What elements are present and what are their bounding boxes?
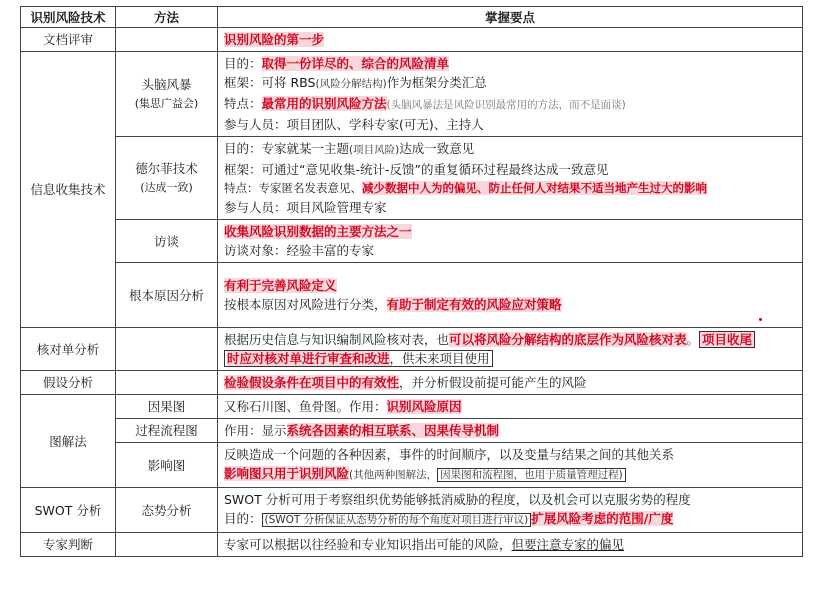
text: 又称石川图、鱼骨图。作用： xyxy=(224,399,387,414)
red-dot-mark xyxy=(759,318,762,321)
text: 目的： xyxy=(224,511,262,526)
small-text: (其他两种图解法， xyxy=(349,469,438,481)
table-row xyxy=(21,419,803,443)
key-points-cell xyxy=(218,52,803,137)
key-points-cell xyxy=(218,371,803,395)
text: 目的：专家就某一主题 xyxy=(224,141,350,156)
table-row xyxy=(21,263,803,328)
highlight-text: 收集风险识别数据的主要方法之一 xyxy=(224,224,412,239)
text: RBS xyxy=(290,75,316,90)
risk-identification-table xyxy=(20,6,803,557)
text: 作用：显示 xyxy=(224,423,287,438)
text: 特点： xyxy=(224,96,262,111)
point-line: SWOT 分析可用于考察组织优势能够抵消威胁的程度，以及机会可以克服劣势的程度 xyxy=(224,492,691,507)
highlight-text: 取得一份详尽的、综合的风险清单 xyxy=(261,56,450,71)
highlight-text: 影响图只用于识别风险 xyxy=(224,466,350,481)
highlight-text: 减少数据中人为的偏见、防止任何人对结果不适当地产生过大的影响 xyxy=(362,181,707,195)
point-line xyxy=(224,222,796,241)
table-row xyxy=(21,137,803,220)
text: 按根本原因对风险进行分类， xyxy=(224,297,387,312)
method-cell xyxy=(116,371,218,395)
method-cell xyxy=(116,137,218,220)
text: ，并分析假设前提可能产生的风险 xyxy=(399,375,587,390)
method-cell: 态势分析 xyxy=(116,488,218,533)
technique-cell: 信息收集技术 xyxy=(21,52,116,328)
method-cell xyxy=(116,28,218,52)
method-cell xyxy=(116,328,218,371)
highlight-text: 时应对核对单进行审查和改进 xyxy=(227,351,390,366)
point-line xyxy=(224,179,796,198)
key-points-cell xyxy=(218,533,803,557)
technique-cell: SWOT 分析 xyxy=(21,488,116,533)
key-points-cell xyxy=(218,263,803,328)
table-row xyxy=(21,371,803,395)
underlined-text: 但要注意专家的偏见 xyxy=(511,537,625,552)
key-points-cell xyxy=(218,328,803,371)
highlight-text: 项目收尾 xyxy=(699,331,755,348)
text: ，供未来项目使用 xyxy=(389,351,490,366)
text: 专家可以根据以往经验和专业知识指出可能的风险， xyxy=(224,537,512,552)
method-cell xyxy=(116,533,218,557)
technique-cell: 专家判断 xyxy=(21,533,116,557)
point-line xyxy=(224,295,796,314)
table-row xyxy=(21,533,803,557)
point-line: 参与人员：项目团队、学科专家(可无)、主持人 xyxy=(224,117,484,132)
table-row xyxy=(21,395,803,419)
highlight-text: 可以将风险分解结构的底层作为风险核对表 xyxy=(449,332,687,347)
note-text: (头脑风暴法是风险识别最常用的方法，而不是面谈) xyxy=(386,99,626,111)
text: 达成一致意见 xyxy=(399,141,475,156)
point-line: 框架：可通过“意见收集-统计-反馈”的重复循环过程最终达成一致意见 xyxy=(224,162,609,177)
header-key-points: 掌握要点 xyxy=(218,7,803,28)
method-cell: 过程流程图 xyxy=(116,419,218,443)
point-line: 访谈对象：经验丰富的专家 xyxy=(224,243,375,258)
table-row xyxy=(21,220,803,263)
key-points-cell xyxy=(218,419,803,443)
key-points-cell xyxy=(218,395,803,419)
method-cell: 访谈 xyxy=(116,220,218,263)
table-row xyxy=(21,488,803,533)
text: 作为框架分类汇总 xyxy=(386,75,487,90)
technique-cell: 图解法 xyxy=(21,395,116,488)
key-points-cell xyxy=(218,488,803,533)
table-row xyxy=(21,443,803,488)
point-line xyxy=(224,464,796,485)
point-line: 反映造成一个问题的各种因素，事件的时间顺序，以及变量与结果之间的其他关系 xyxy=(224,447,675,462)
text: 特点：专家匿名发表意见、 xyxy=(224,181,362,195)
method-subtitle: (达成一致) xyxy=(140,181,193,194)
point-line xyxy=(224,349,796,368)
highlight-text: 有利于完善风险定义 xyxy=(224,278,337,293)
point-line xyxy=(224,139,796,160)
method-cell: 因果图 xyxy=(116,395,218,419)
highlight-text: 最常用的识别风险方法 xyxy=(261,96,387,111)
table-row xyxy=(21,28,803,52)
point-line xyxy=(224,54,796,73)
point-line xyxy=(224,276,796,295)
method-cell: 影响图 xyxy=(116,443,218,488)
table-row xyxy=(21,328,803,371)
key-points-cell xyxy=(218,220,803,263)
technique-cell: 假设分析 xyxy=(21,371,116,395)
highlight-text: 识别风险的第一步 xyxy=(224,32,325,47)
header-technique: 识别风险技术 xyxy=(21,7,116,28)
text: 根据历史信息与知识编制风险核对表，也 xyxy=(224,332,450,347)
header-method: 方法 xyxy=(116,7,218,28)
key-points-cell xyxy=(218,443,803,488)
method-name: 德尔菲技术 xyxy=(135,161,198,176)
point-line xyxy=(224,509,796,530)
point-line: 参与人员：项目风险管理专家 xyxy=(224,200,387,215)
method-name: 头脑风暴 xyxy=(141,77,192,92)
header-row xyxy=(21,7,803,28)
method-cell xyxy=(116,52,218,137)
text: 目的： xyxy=(224,56,262,71)
method-subtitle: (集思广益会) xyxy=(134,97,199,110)
text: 。 xyxy=(686,332,700,347)
point-line xyxy=(224,94,796,115)
highlight-text: 扩展风险考虑的范围/广度 xyxy=(531,511,674,526)
technique-cell: 文档评审 xyxy=(21,28,116,52)
point-line xyxy=(224,330,796,349)
method-cell: 根本原因分析 xyxy=(116,263,218,328)
small-text: (项目风险) xyxy=(349,144,400,156)
key-points-cell xyxy=(218,137,803,220)
small-text: 因果图和流程图，也用于质量管理过程) xyxy=(437,468,626,482)
highlight-text: 识别风险原因 xyxy=(386,399,462,414)
small-text: (风险分解结构) xyxy=(315,78,387,90)
point-line xyxy=(224,73,796,94)
highlight-text: 有助于制定有效的风险应对策略 xyxy=(386,297,562,312)
small-text: (SWOT 分析保证从态势分析的每个角度对项目进行审议) xyxy=(262,513,532,527)
highlight-text: 检验假设条件在项目中的有效性 xyxy=(224,375,400,390)
key-points-cell xyxy=(218,28,803,52)
table-row xyxy=(21,52,803,137)
technique-cell: 核对单分析 xyxy=(21,328,116,371)
boxed-text xyxy=(224,350,493,367)
highlight-text: 系统各因素的相互联系、因果传导机制 xyxy=(286,423,500,438)
text: 框架：可将 xyxy=(224,75,287,90)
